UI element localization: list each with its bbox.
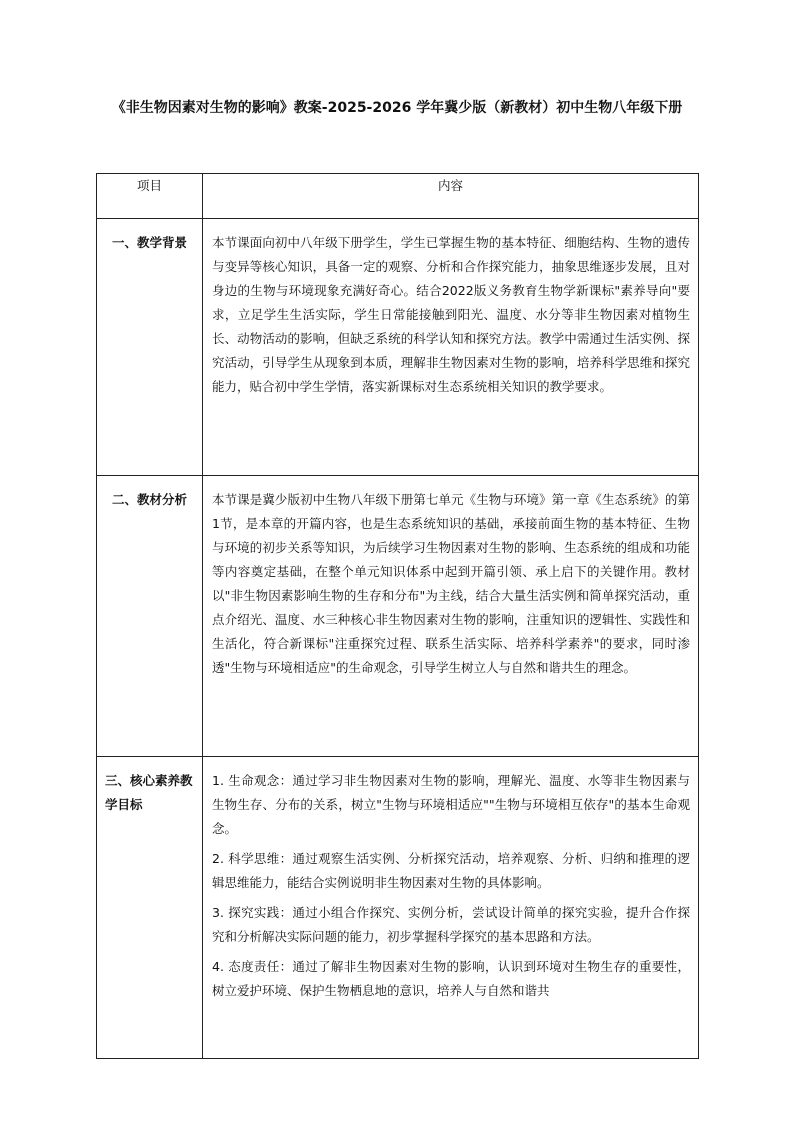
table-row xyxy=(97,219,699,476)
row-content-core-goals xyxy=(203,757,699,1059)
goal-life-concept: 1. 生命观念：通过学习非生物因素对生物的影响，理解光、温度、水等非生物因素与生物生存、分布的关系，树立"生物与环境相适应""生物与环境相互依存"的基本生命观念。 xyxy=(212,773,690,836)
header-content: 内容 xyxy=(203,174,699,219)
content-paragraph: 本节课面向初中八年级下册学生，学生已掌握生物的基本特征、细胞结构、生物的遗传与变异等核心知识，具备一定的观察、分析和合作探究能力，抽象思维逐步发展，且对身边的生物与环境现象充满好奇心。结合2022版义务教育生物学新课标"素养导向"要求，立足学生生活实际，学生日常能接触到阳光、温度、水分等非生物因素对植物生长、动物活动的影响，但缺乏系统的科学认知和探究方法。教学中需通过生活实例、探究活动，引导学生从现象到本质，理解非生物因素对生物的影响，培养科学思维和探究能力，贴合初中学生学情，落实新课标对生态系统相关知识的教学要求。 xyxy=(212,235,690,394)
page-title: 《非生物因素对生物的影响》教案-2025-2026 学年冀少版（新教材）初中生物八年级下册 xyxy=(111,100,683,116)
row-content-teaching-background xyxy=(203,219,699,476)
goal-scientific-thinking: 2. 科学思维：通过观察生活实例、分析探究活动，培养观察、分析、归纳和推理的逻辑思维能力，能结合实例说明非生物因素对生物的具体影响。 xyxy=(212,851,690,890)
goal-inquiry-practice: 3. 探究实践：通过小组合作探究、实例分析，尝试设计简单的探究实验，提升合作探究和分析解决实际问题的能力，初步掌握科学探究的基本思路和方法。 xyxy=(212,905,690,944)
row-content-textbook-analysis xyxy=(203,476,699,757)
table-header-row xyxy=(97,174,699,219)
table-row xyxy=(97,476,699,757)
header-item: 项目 xyxy=(97,174,203,219)
row-label-textbook-analysis: 二、教材分析 xyxy=(97,476,203,757)
lesson-plan-table xyxy=(96,173,699,1059)
table-row xyxy=(97,757,699,1059)
row-label-teaching-background: 一、教学背景 xyxy=(97,219,203,476)
content-paragraph: 本节课是冀少版初中生物八年级下册第七单元《生物与环境》第一章《生态系统》的第1节，是本章的开篇内容，也是生态系统知识的基础，承接前面生物的基本特征、生物与环境的初步关系等知识，为后续学习生物因素对生物的影响、生态系统的组成和功能等内容奠定基础，在整个单元知识体系中起到开篇引领、承上启下的关键作用。教材以"非生物因素影响生物的生存和分布"为主线，结合大量生活实例和简单探究活动，重点介绍光、温度、水三种核心非生物因素对生物的影响，注重知识的逻辑性、实践性和生活化，符合新课标"注重探究过程、联系生活实际、培养科学素养"的要求，同时渗透"生物与环境相适应"的生命观念，引导学生树立人与自然和谐共生的理念。 xyxy=(212,492,690,675)
row-label-core-goals: 三、核心素养教学目标 xyxy=(97,757,203,1059)
goal-attitude-responsibility: 4. 态度责任：通过了解非生物因素对生物的影响，认识到环境对生物生存的重要性，树立爱护环境、保护生物栖息地的意识，培养人与自然和谐共 xyxy=(212,959,690,998)
